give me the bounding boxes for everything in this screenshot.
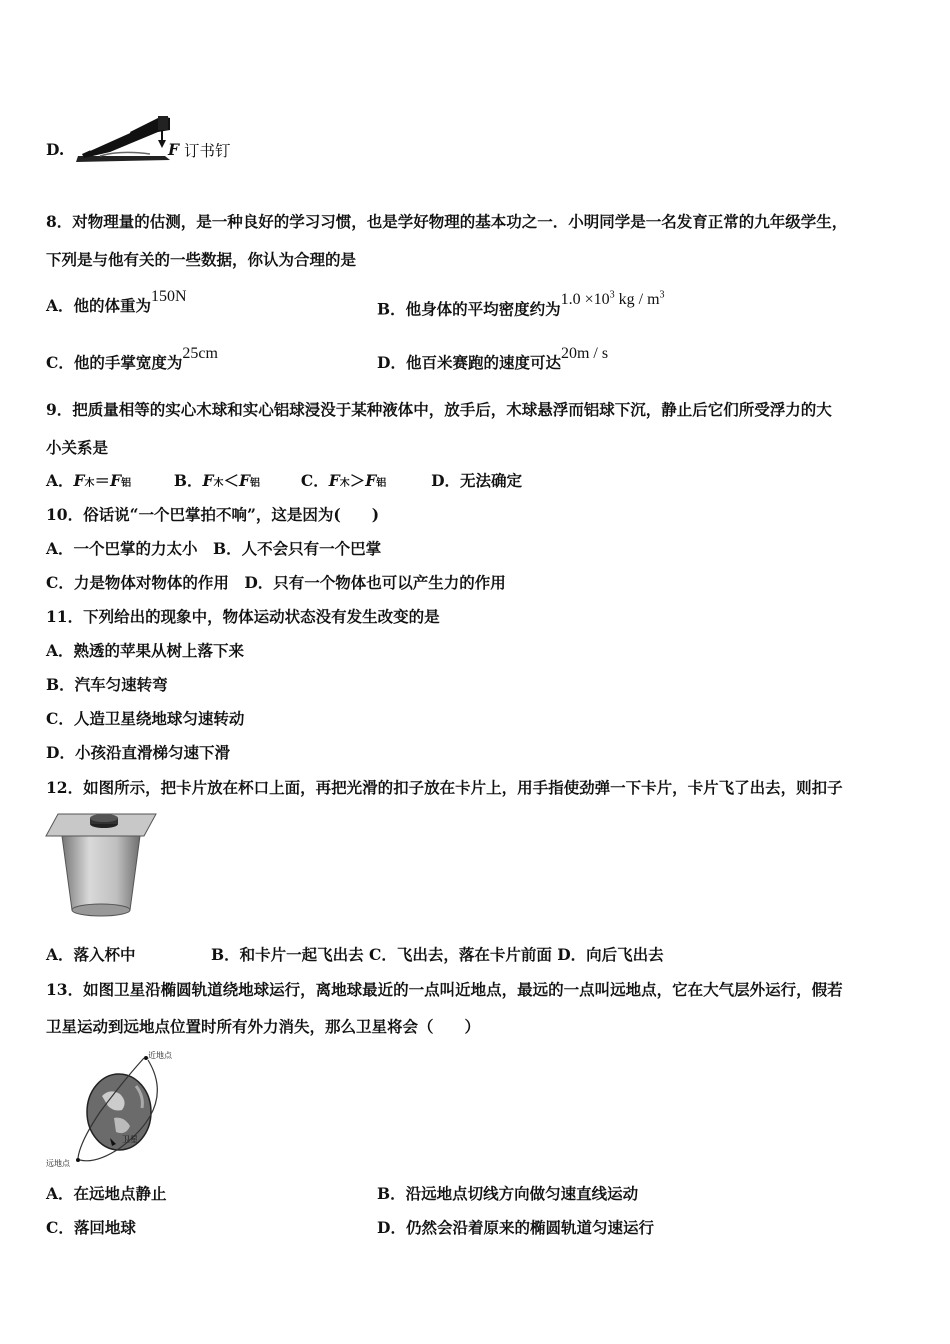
q12-option-a: A．落入杯中 (46, 945, 136, 964)
q8-option-a: A．他的体重为150N (46, 288, 187, 315)
q9-stem-2: 小关系是 (46, 438, 109, 457)
q13-option-c: C．落回地球 (46, 1218, 136, 1237)
q11-option-d: D．小孩沿直滑梯匀速下滑 (46, 743, 230, 762)
q9-stem-1: 9．把质量相等的实心木球和实心铝球浸没于某种液体中，放手后，木球悬浮而铝球下沉，静止后它们所受浮力的大 (46, 400, 832, 419)
q8-option-c: C．他的手掌宽度为25cm (46, 345, 218, 372)
cup-card-figure (44, 810, 160, 922)
q13-stem-1: 13．如图卫星沿椭圆轨道绕地球运行，离地球最近的一点叫近地点，最远的一点叫远地点，它在大气层外运行，假若 (46, 980, 843, 999)
near-point-label: 近地点 (148, 1051, 172, 1060)
far-point-label: 远地点 (46, 1159, 70, 1168)
q10-stem: 10．俗话说“一个巴掌拍不响”，这是因为( ) (46, 505, 380, 524)
q7-d-force-label: F (168, 140, 180, 159)
q8-b-value: $1.0 \times 10^3$ kg / $m^3$ (560, 290, 665, 309)
q11-option-a: A．熟透的苹果从树上落下来 (46, 641, 245, 660)
q9-options (46, 471, 522, 494)
q10-options-cd: C．力是物体对物体的作用 D．只有一个物体也可以产生力的作用 (46, 573, 506, 592)
q9-option-c: C．F木＞F铝 (300, 471, 387, 490)
q11-option-c: C．人造卫星绕地球匀速转动 (46, 709, 245, 728)
q8-d-value: 20m / s (560, 345, 609, 362)
q9-option-a: A．F木＝F铝 (46, 471, 132, 490)
q8-stem-2: 下列是与他有关的一些数据，你认为合理的是 (46, 250, 357, 269)
q11-stem: 11．下列给出的现象中，物体运动状态没有发生改变的是 (46, 607, 440, 626)
satellite-orbit-figure (44, 1046, 184, 1174)
satellite-label: 卫星 (122, 1135, 138, 1144)
q8-a-value: 150N (151, 288, 187, 305)
q12-options-bcd: B．和卡片一起飞出去 C．飞出去，落在卡片前面 D．向后飞出去 (211, 945, 664, 964)
q8-c-value: 25cm (182, 345, 218, 362)
q13-stem-2: 卫星运动到远地点位置时所有外力消失，那么卫星将会（ ） (46, 1017, 481, 1036)
q13-option-a: A．在远地点静止 (46, 1184, 167, 1203)
q7-d-letter: D. (46, 140, 65, 159)
q9-option-b: B．F木＜F铝 (173, 471, 261, 490)
q7-option-d (46, 140, 64, 160)
q7-d-label: 订书钉 (184, 142, 231, 160)
q12-stem: 12．如图所示，把卡片放在杯口上面，再把光滑的扣子放在卡片上，用手指使劲弹一下卡片，卡片飞了出去，则扣子 (46, 778, 843, 797)
q13-option-b: B．沿远地点切线方向做匀速直线运动 (377, 1184, 639, 1203)
q10-options-ab: A．一个巴掌的力太小 B．人不会只有一个巴掌 (46, 539, 382, 558)
q9-option-d: D．无法确定 (431, 471, 523, 490)
q13-option-d: D．仍然会沿着原来的椭圆轨道匀速运行 (377, 1218, 654, 1237)
q8-option-b: B．他身体的平均密度约为$1.0 \times 10^3$ kg / $m^3$ (377, 290, 665, 319)
q11-option-b: B．汽车匀速转弯 (46, 675, 168, 694)
q8-option-d: D．他百米赛跑的速度可达20m / s (377, 345, 609, 372)
q8-stem-1: 8．对物理量的估测，是一种良好的学习习惯，也是学好物理的基本功之一．小明同学是一名发育正常的九年级学生， (46, 212, 848, 231)
